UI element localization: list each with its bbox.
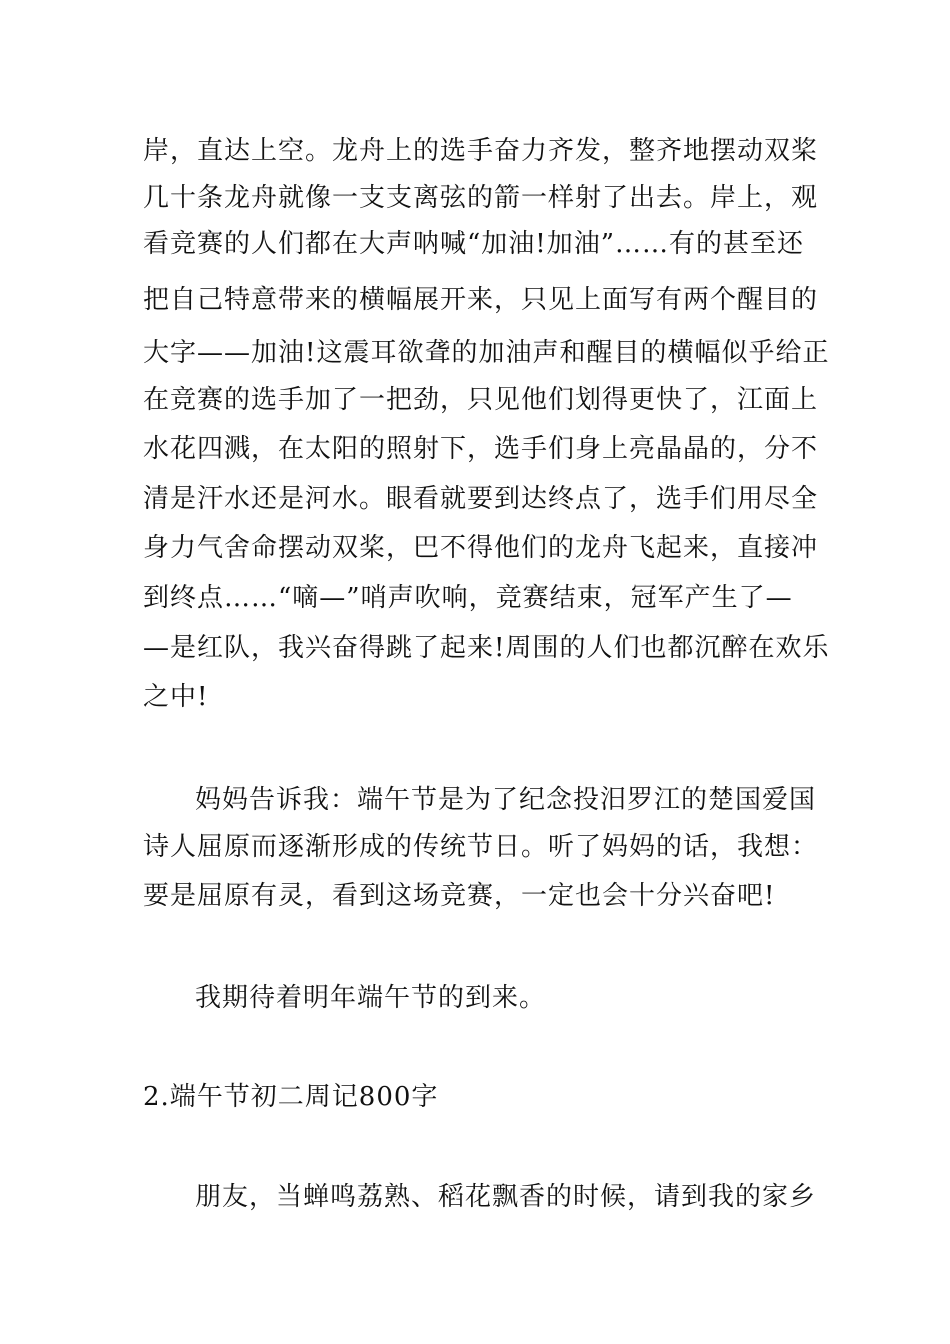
paragraph-1-line: 之中! — [143, 682, 209, 712]
paragraph-1-line: 岸，直达上空。龙舟上的选手奋力齐发，整齐地摆动双桨 — [143, 136, 819, 166]
paragraph-2-line: 妈妈告诉我：端午节是为了纪念投汨罗江的楚国爱国 — [195, 785, 817, 815]
paragraph-1-line: 几十条龙舟就像一支支离弦的箭一样射了出去。岸上，观 — [143, 183, 819, 213]
paragraph-1-line: 身力气舍命摆动双桨，巴不得他们的龙舟飞起来，直接冲 — [143, 533, 819, 563]
paragraph-1-line: —是红队，我兴奋得跳了起来!周围的人们也都沉醉在欢乐 — [143, 633, 830, 663]
paragraph-1-line: 到终点……“嘀—”哨声吹响，竞赛结束，冠军产生了— — [143, 583, 793, 613]
paragraph-2-line: 诗人屈原而逐渐形成的传统节日。听了妈妈的话，我想： — [143, 832, 819, 862]
paragraph-1-line: 大字——加油!这震耳欲聋的加油声和醒目的横幅似乎给正 — [143, 338, 830, 368]
paragraph-1-line: 看竞赛的人们都在大声呐喊“加油!加油”……有的甚至还 — [143, 229, 805, 259]
paragraph-4-line: 朋友，当蝉鸣荔熟、稻花飘香的时候，请到我的家乡 — [195, 1182, 817, 1212]
paragraph-1-line: 在竞赛的选手加了一把劲，只见他们划得更快了，江面上 — [143, 385, 819, 415]
paragraph-1-line: 水花四溅，在太阳的照射下，选手们身上亮晶晶的，分不 — [143, 434, 819, 464]
paragraph-1-line: 把自己特意带来的横幅展开来，只见上面写有两个醒目的 — [143, 285, 819, 315]
paragraph-2-line: 要是屈原有灵，看到这场竞赛，一定也会十分兴奋吧! — [143, 881, 776, 911]
section-heading: 2.端午节初二周记800字 — [143, 1082, 439, 1112]
paragraph-1-line: 清是汗水还是河水。眼看就要到达终点了，选手们用尽全 — [143, 484, 819, 514]
paragraph-3-line: 我期待着明年端午节的到来。 — [195, 983, 547, 1013]
